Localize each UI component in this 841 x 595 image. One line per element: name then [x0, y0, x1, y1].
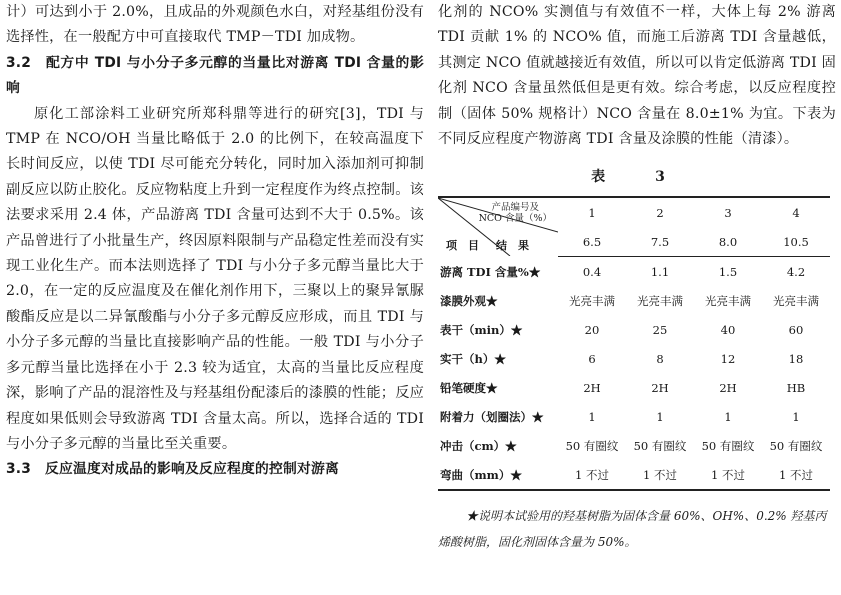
table-cell: 1 不过 [694, 460, 762, 490]
table-cell: 12 [720, 351, 736, 366]
row-label-adhesion: 附着力（划圈法）★ [440, 409, 544, 424]
product-number: 2 [626, 197, 694, 227]
table-cell: 1 不过 [626, 460, 694, 490]
table-cell: 1 [792, 409, 800, 424]
product-number: 3 [694, 197, 762, 227]
row-label-hard-dry: 实干（h）★ [440, 351, 506, 366]
table-cell: 25 [652, 322, 668, 337]
table-cell: 0.4 [582, 264, 602, 279]
table-cell: 光亮丰满 [569, 293, 615, 308]
table-row [438, 286, 830, 315]
nco-value: 7.5 [626, 227, 694, 257]
table-cell: 光亮丰满 [773, 293, 819, 308]
left-column [6, 0, 424, 483]
table-cell: 1 [588, 409, 596, 424]
nco-value: 10.5 [762, 227, 830, 257]
table-header-row [438, 197, 830, 227]
table-cell: 1.5 [718, 264, 738, 279]
row-label-appearance: 漆膜外观★ [440, 293, 498, 308]
nco-value: 6.5 [558, 227, 626, 257]
table-cell: 50 有圈纹 [769, 438, 823, 453]
table-cell: 40 [720, 322, 736, 337]
table-row [438, 315, 830, 344]
table-cell: 光亮丰满 [637, 293, 683, 308]
table-row [438, 402, 830, 431]
table-cell: 6 [588, 351, 596, 366]
table-cell: 1.1 [650, 264, 670, 279]
table-cell: 2H [719, 380, 737, 395]
section-heading-3-3: 3.3 反应温度对成品的影响及反应程度的控制对游离 [6, 461, 339, 478]
table-cell: 18 [788, 351, 804, 366]
right-column [438, 0, 836, 567]
table-cell: 8 [656, 351, 664, 366]
table-title: 表 3 [591, 169, 683, 186]
table-footnote: ★说明本试验用的羟基树脂为固体含量 60%、OH%、0.2% 羟基丙烯酸树脂，固化剂固体含量为 50%。 [438, 509, 827, 550]
table-cell: 1 不过 [558, 460, 626, 490]
product-number: 1 [558, 197, 626, 227]
row-label-surface-dry: 表干（min）★ [440, 322, 523, 337]
table-cell: 4.2 [786, 264, 806, 279]
paragraph-continuation: 计）可达到小于 2.0%，且成品的外观颜色水白，对羟基组份没有选择性，在一般配方中可直接取代 TMP－TDI 加成物。 [6, 4, 424, 46]
paragraph-nco: 化剂的 NCO% 实测值与有效值不一样，大体上每 2% 游离 TDI 贡献 1% 的 NCO% 值，而施工后游离 TDI 含量越低，其测定 NCO 值就越接近有效值，所以可以肯定低游离 TDI 固化剂 NCO 含量虽然低但是更有效。综合考虑，以反应程度控制（固体 50% 规格计）NCO 含量在 8.0±1% 为宜。下表为不同反应程度产物游离 TDI 含量及涂膜的性能（清漆）。 [438, 4, 836, 148]
row-label-impact: 冲击（cm）★ [440, 438, 517, 453]
row-label-bending: 弯曲（mm）★ [438, 460, 558, 490]
section-heading-3-2: 3.2 配方中 TDI 与小分子多元醇的当量比对游离 TDI 含量的影响 [6, 54, 424, 97]
table-cell: 2H [651, 380, 669, 395]
table-cell: 20 [584, 322, 600, 337]
results-table [438, 196, 830, 491]
table-row [438, 344, 830, 373]
table-cell: 光亮丰满 [705, 293, 751, 308]
table-row [438, 460, 830, 490]
table-row [438, 373, 830, 402]
table-cell: 1 [656, 409, 664, 424]
table-cell: 50 有圈纹 [633, 438, 687, 453]
table-cell: 50 有圈纹 [565, 438, 619, 453]
diag-label-result: 结 果 [496, 238, 529, 252]
table-cell: 50 有圈纹 [701, 438, 755, 453]
table-row [438, 431, 830, 460]
table-cell: 2H [583, 380, 601, 395]
diagonal-header-cell [438, 197, 558, 257]
table-cell: 60 [788, 322, 804, 337]
table-cell: 1 不过 [762, 460, 830, 490]
row-label-pencil-hardness: 铅笔硬度★ [440, 380, 498, 395]
table-cell: 1 [724, 409, 732, 424]
diag-label-product: 产品编号及 NCO 含量（%） [478, 202, 552, 225]
table-row [438, 257, 830, 287]
nco-value: 8.0 [694, 227, 762, 257]
paragraph-research: 原化工部涂料工业研究所郑科鼎等进行的研究[3]，TDI 与 TMP 在 NCO/OH 当量比略低于 2.0 的比例下，在较高温度下长时间反应，以使 TDI 尽可能充分转化，同时加入添加剂可抑制副反应以防止胶化。反应物粘度上升到一定程度作为终点控制。该法要求采用 2.4 体，产品游离 TDI 含量可达到不大于 0.5%。该产品曾进行了小批量生产，终因原料限制与产品稳定性差而没有实现工业化生产。而本法则选择了 TDI 与小分子多元醇当量比大于 2.0，在一定的反应温度及在催化剂作用下，三聚以上的聚异氰脲酸酯反应是以二异氰酸酯与小分子多元醇反应形成，而且 TDI 与小分子多元醇的当量比直接影响产品的性能。一般 TDI 与小分子多元醇当量比选择在小于 2.3 较为适宜，太高的当量比反应程度深，影响了产品的混溶性及与羟基组份配漆后的漆膜的性能；反应程度如果低则会导致游离 TDI 含量太高。所以，选择合适的 TDI 与小分子多元醇的当量比至关重要。 [6, 105, 424, 452]
table-cell: HB [786, 380, 806, 395]
product-number: 4 [762, 197, 830, 227]
row-label-free-tdi: 游离 TDI 含量%★ [440, 264, 541, 279]
diag-label-item: 项 目 [446, 238, 479, 252]
